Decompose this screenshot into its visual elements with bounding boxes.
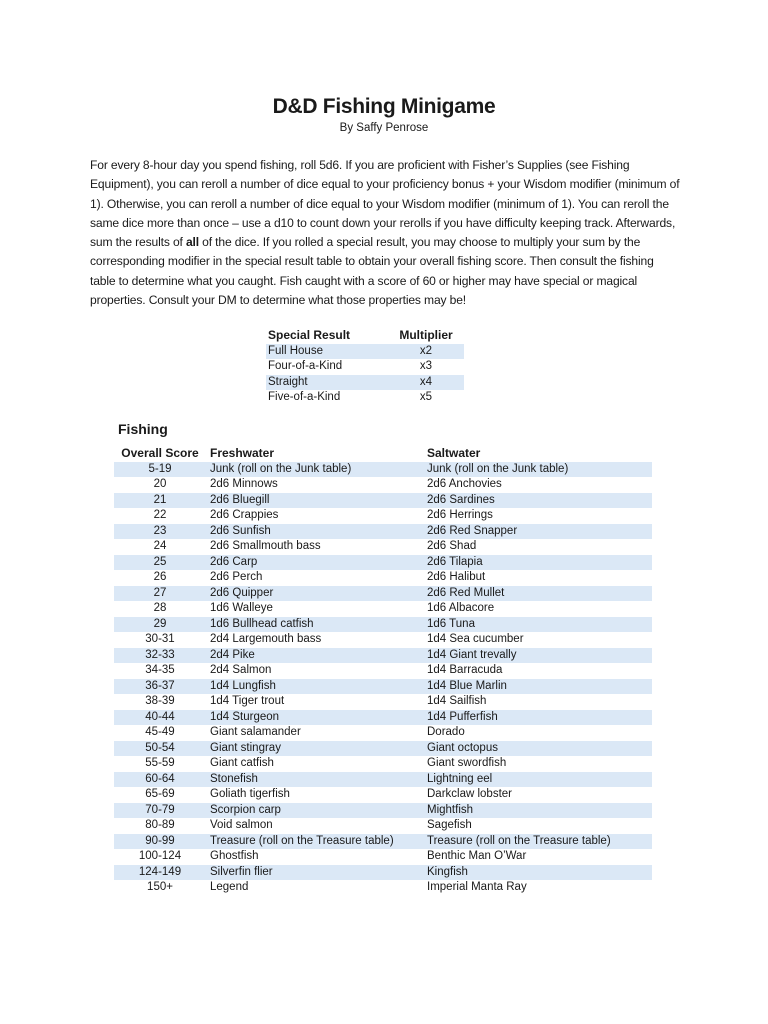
score-cell: 26 [153,571,167,583]
score-cell: 24 [153,540,167,552]
freshwater-cell: 2d6 Perch [210,571,263,583]
freshwater-cell: Goliath tigerfish [210,788,290,800]
saltwater-cell: Dorado [427,726,465,738]
special-result-cell: Five-of-a-Kind [268,391,341,403]
freshwater-cell: 2d6 Quipper [206,586,427,602]
special-result-cell: Straight [266,375,388,391]
table-row [114,539,652,555]
saltwater-cell: Sagefish [427,819,472,831]
score-cell: 80-89 [145,819,175,831]
multiplier-cell: x3 [419,360,433,372]
table-row [114,632,652,648]
table-row [114,834,652,850]
fishing-header-score: Overall Score [121,446,199,460]
table-row [114,462,652,478]
score-cell: 27 [114,586,206,602]
fishing-table [114,446,652,896]
saltwater-cell: Treasure (roll on the Treasure table) [427,834,652,850]
saltwater-cell: 2d6 Red Mullet [427,586,652,602]
freshwater-cell: 2d6 Sunfish [206,524,427,540]
score-cell: 150+ [147,881,173,893]
score-cell: 40-44 [114,710,206,726]
table-row [114,601,652,617]
freshwater-cell: 1d4 Sturgeon [206,710,427,726]
saltwater-cell: 2d6 Red Snapper [427,524,652,540]
score-cell: 25 [114,555,206,571]
table-row [266,344,464,360]
special-header-result: Special Result [268,328,351,342]
score-cell: 32-33 [114,648,206,664]
freshwater-cell: Giant salamander [210,726,301,738]
saltwater-cell: Junk (roll on the Junk table) [427,462,652,478]
freshwater-cell: Void salmon [210,819,273,831]
table-row [114,570,652,586]
saltwater-cell: 1d4 Sea cucumber [427,633,524,645]
saltwater-cell: Kingfish [427,865,652,881]
freshwater-cell: 1d4 Lungfish [206,679,427,695]
saltwater-cell: 2d6 Sardines [427,493,652,509]
saltwater-cell: 1d6 Albacore [427,602,495,614]
special-table-header-row [266,328,464,344]
table-row [114,787,652,803]
freshwater-cell: Ghostfish [210,850,259,862]
table-row [114,508,652,524]
freshwater-cell: Scorpion carp [206,803,427,819]
table-row [114,477,652,493]
score-cell: 65-69 [145,788,175,800]
freshwater-cell: Junk (roll on the Junk table) [206,462,427,478]
table-row [114,772,652,788]
freshwater-cell: Giant catfish [210,757,274,769]
freshwater-cell: 2d6 Smallmouth bass [210,540,321,552]
saltwater-cell: 1d4 Blue Marlin [427,679,652,695]
score-cell: 55-59 [145,757,175,769]
document-author: By Saffy Penrose [339,122,429,134]
freshwater-cell: Treasure (roll on the Treasure table) [206,834,427,850]
table-row [114,725,652,741]
special-result-table [266,328,464,406]
score-cell: 28 [153,602,167,614]
table-row [114,586,652,602]
saltwater-cell: 2d6 Tilapia [427,555,652,571]
saltwater-cell: 2d6 Shad [427,540,477,552]
fishing-table-body [114,462,652,896]
table-row [114,880,652,896]
saltwater-cell: 2d6 Herrings [427,509,493,521]
saltwater-cell: Giant swordfish [427,757,507,769]
score-cell: 23 [114,524,206,540]
freshwater-cell: 1d6 Walleye [210,602,273,614]
saltwater-cell: 1d4 Pufferfish [427,710,652,726]
intro-text-part1: For every 8-hour day you spend fishing, roll 5d6. If you are proficient with Fisher’s Supplies (see Fishing Equipment), you can reroll a number of dice equal to your proficiency bonus + your Wisdom modifier (minimum of 1). Otherwise, you can reroll a number of dice equal to your Wisdom modifier (minimum of 1). You can reroll the same dice more than once – use a d10 to count down your rerolls if you have difficulty keeping track. Afterwards, sum the results of [90,158,680,250]
intro-text-bold: all [185,235,199,250]
score-cell: 29 [114,617,206,633]
score-cell: 100-124 [138,850,182,862]
score-cell: 20 [153,478,167,490]
saltwater-cell: Benthic Man O’War [427,850,527,862]
saltwater-cell: Giant octopus [427,741,652,757]
saltwater-cell: Lightning eel [427,772,652,788]
freshwater-cell: Stonefish [206,772,427,788]
freshwater-cell: 1d6 Bullhead catfish [206,617,427,633]
freshwater-cell: 2d4 Largemouth bass [210,633,322,645]
table-row [114,710,652,726]
score-cell: 34-35 [145,664,175,676]
freshwater-cell: 2d4 Salmon [210,664,272,676]
saltwater-cell: Darkclaw lobster [427,788,512,800]
intro-paragraph [90,156,682,310]
fishing-table-header-row [114,446,652,462]
score-cell: 30-31 [145,633,175,645]
multiplier-cell: x5 [419,391,433,403]
table-row [266,375,464,391]
freshwater-cell: 2d6 Carp [206,555,427,571]
score-cell: 22 [153,509,167,521]
score-cell: 5-19 [114,462,206,478]
fishing-header-freshwater: Freshwater [210,446,275,460]
saltwater-cell: 1d4 Giant trevally [427,648,652,664]
score-cell: 45-49 [145,726,175,738]
freshwater-cell: 2d6 Crappies [210,509,279,521]
freshwater-cell: Silverfin flier [206,865,427,881]
table-row [114,493,652,509]
freshwater-cell: 2d6 Bluegill [206,493,427,509]
saltwater-cell: Imperial Manta Ray [427,881,527,893]
special-result-cell: Full House [266,344,388,360]
table-row [114,818,652,834]
table-row [266,390,464,406]
document-title: D&D Fishing Minigame [272,95,496,118]
saltwater-cell: 1d6 Tuna [427,617,652,633]
score-cell: 90-99 [114,834,206,850]
score-cell: 70-79 [114,803,206,819]
saltwater-cell: 2d6 Halibut [427,571,486,583]
saltwater-cell: 1d4 Barracuda [427,664,503,676]
table-row [114,865,652,881]
multiplier-cell: x2 [388,344,464,360]
table-row [114,663,652,679]
special-header-multiplier: Multiplier [399,328,453,342]
table-row [114,849,652,865]
saltwater-cell: Mightfish [427,803,652,819]
score-cell: 36-37 [114,679,206,695]
fishing-table-heading: Fishing [118,421,168,437]
special-result-cell: Four-of-a-Kind [268,360,343,372]
score-cell: 38-39 [145,695,175,707]
freshwater-cell: 2d6 Minnows [210,478,278,490]
multiplier-cell: x4 [388,375,464,391]
freshwater-cell: 1d4 Tiger trout [210,695,285,707]
table-row [114,648,652,664]
table-row [114,679,652,695]
table-row [114,741,652,757]
table-row [114,524,652,540]
special-table-body [266,344,464,406]
table-row [114,756,652,772]
freshwater-cell: Legend [210,881,249,893]
fishing-header-saltwater: Saltwater [427,446,481,460]
table-row [114,694,652,710]
saltwater-cell: 1d4 Sailfish [427,695,487,707]
table-row [114,803,652,819]
table-row [114,555,652,571]
score-cell: 21 [114,493,206,509]
freshwater-cell: Giant stingray [206,741,427,757]
saltwater-cell: 2d6 Anchovies [427,478,502,490]
score-cell: 50-54 [114,741,206,757]
table-row [114,617,652,633]
intro-text-part2: of the dice. If you rolled a special result, you may choose to multiply your sum by the corresponding modifier in the special result table to obtain your overall fishing score. Then consult the fishing table to determine what you caught. Fish caught with a score of 60 or higher may have special or magical properties. Consult your DM to determine what those properties may be! [90,235,654,308]
score-cell: 60-64 [114,772,206,788]
table-row [266,359,464,375]
freshwater-cell: 2d4 Pike [206,648,427,664]
score-cell: 124-149 [114,865,206,881]
